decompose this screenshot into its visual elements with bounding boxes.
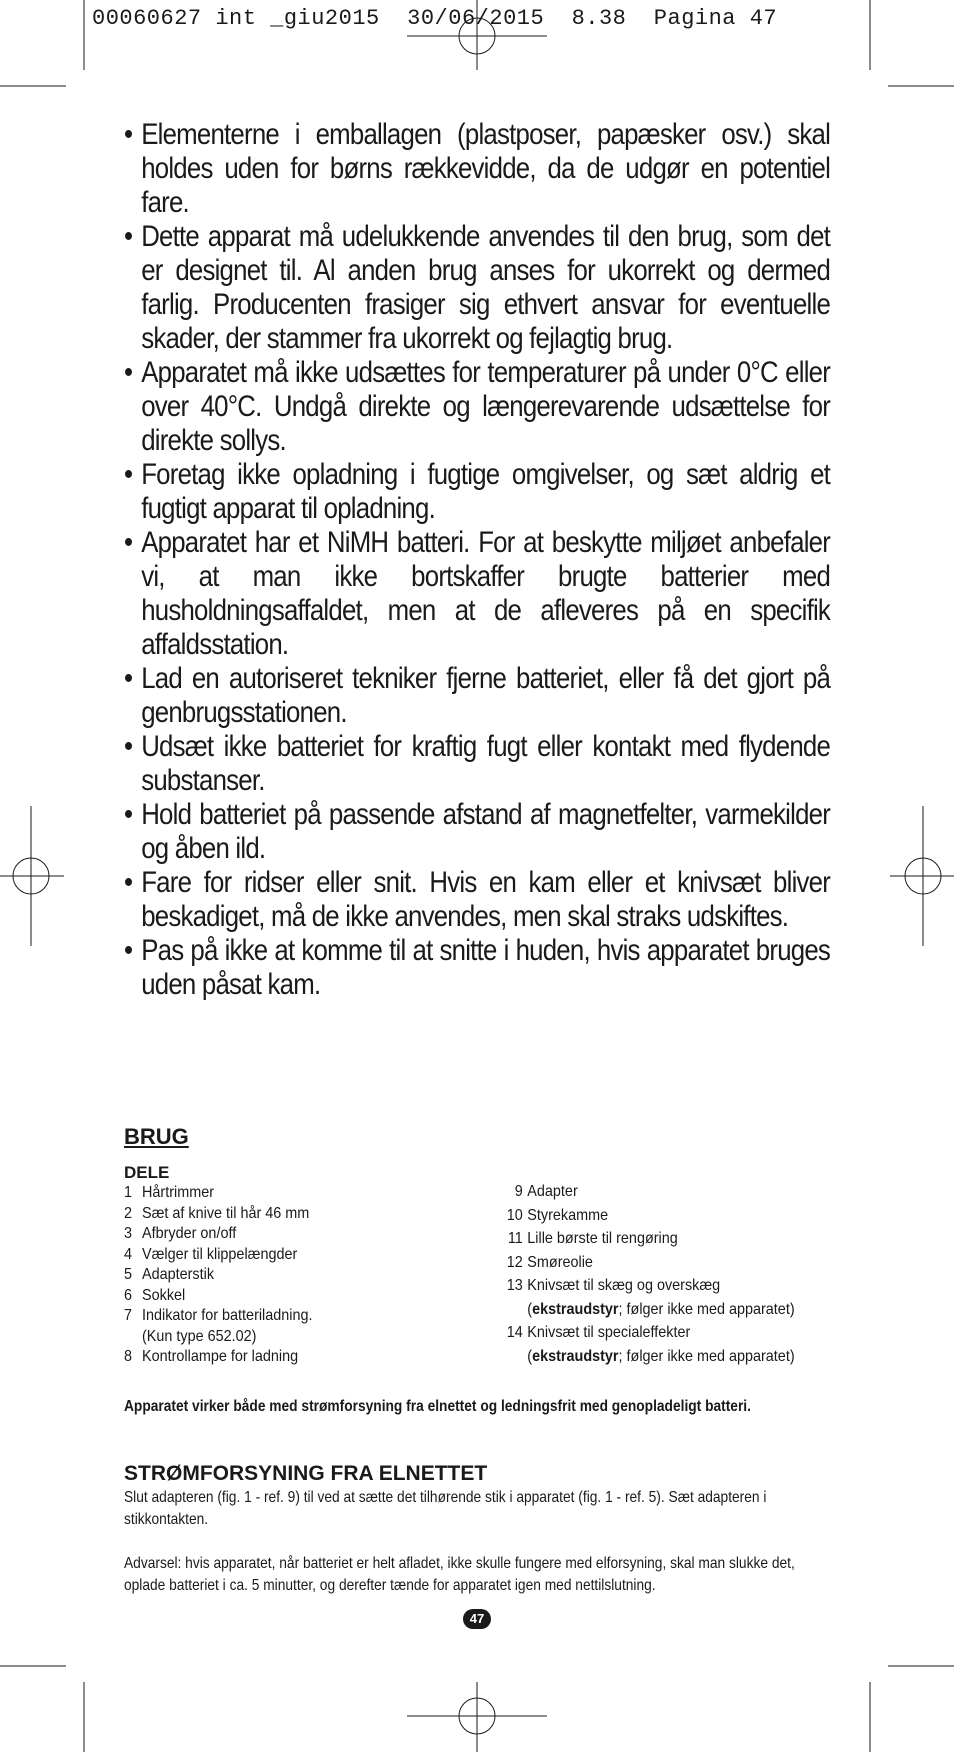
bullet-icon: • <box>124 458 133 491</box>
section-heading-stromforsyning: STRØMFORSYNING FRA ELNETTET <box>124 1462 488 1485</box>
section-heading-brug: BRUG <box>124 1124 189 1149</box>
list-item: 13 Knivsæt til skæg og overskæg <box>506 1277 721 1294</box>
accessory-note: (ekstraudstyr; følger ikke med apparatet) <box>527 1300 795 1318</box>
bullet-icon: • <box>124 356 133 389</box>
list-item: 11 Lille børste til rengøring <box>507 1230 678 1247</box>
page-number: 47 <box>463 1609 491 1629</box>
list-item: 4 Vælger til klippelængder <box>124 1245 298 1263</box>
bullet-icon: • <box>124 220 133 253</box>
list-item: (Kun type 652.02) <box>142 1327 257 1345</box>
bullet-icon: • <box>124 118 133 151</box>
list-item: • Dette apparat må udelukkende anvendes til den brug, som det er designet til. Al anden brug anses for ukorrekt og dermed farlig. Producenten frasiger sig ethvert ansvar for eventuelle skader, der stammer fra ukorrekt og fejlagtig brug. <box>124 220 831 355</box>
accessory-note: (ekstraudstyr; følger ikke med apparatet) <box>527 1347 795 1365</box>
list-item: • Apparatet må ikke udsættes for temperaturer på under 0°C eller over 40°C. Undgå direkte og længerevarende udsættelse for direkte sollys. <box>124 356 831 457</box>
power-statement: Apparatet virker både med strømforsyning fra elnettet og ledningsfrit med genopladeligt batteri. <box>124 1398 751 1415</box>
list-item: 5 Adapterstik <box>124 1266 215 1283</box>
bullet-icon: • <box>124 730 133 763</box>
bullet-icon: • <box>124 866 133 899</box>
list-item: 2 Sæt af knive til hår 46 mm <box>124 1204 310 1222</box>
subheading-dele: DELE <box>124 1163 170 1182</box>
list-item: • Hold batteriet på passende afstand af magnetfelter, varmekilder og åben ild. <box>124 798 831 865</box>
list-item: 3 Afbryder on/off <box>124 1225 237 1242</box>
list-item: 7 Indikator for batteriladning. <box>124 1307 313 1324</box>
bullet-icon: • <box>124 798 133 831</box>
paragraph-warning: Advarsel: hvis apparatet, når batteriet er helt afladet, ikke skulle fungere med elforsyning, skal man slukke det, oplade batteriet i ca. 5 minutter, og derefter tænde for apparatet igen med nettilslutning. <box>124 1555 795 1594</box>
list-item: • Fare for ridser eller snit. Hvis en kam eller et knivsæt bliver beskadiget, må de ikke anvendes, men skal straks udskiftes. <box>124 866 831 933</box>
list-item: • Udsæt ikke batteriet for kraftig fugt eller kontakt med flydende substanser. <box>124 730 831 797</box>
bullet-icon: • <box>124 934 133 967</box>
list-item: • Apparatet har et NiMH batteri. For at beskytte miljøet anbefaler vi, at man ikke bortskaffer brugte batterier med husholdningsaffaldet, men at de afleveres på en specifik affaldsstation. <box>124 526 831 661</box>
bullet-icon: • <box>124 526 133 559</box>
list-item: 10 Styrekamme <box>506 1206 609 1224</box>
list-item: 14 Knivsæt til specialeffekter <box>506 1324 691 1341</box>
list-item: 6 Sokkel <box>124 1286 186 1304</box>
list-item: 8 Kontrollampe for ladning <box>124 1348 299 1365</box>
list-item: • Pas på ikke at komme til at snitte i huden, hvis apparatet bruges uden påsat kam. <box>124 934 831 1001</box>
bullet-icon: • <box>124 662 133 695</box>
safety-bullet-list <box>124 118 830 1002</box>
list-item: 12 Smøreolie <box>506 1253 593 1271</box>
print-slug: 00060627 int _giu2015 30/06/2015 8.38 Pagina 47 <box>92 6 778 31</box>
list-item: • Foretag ikke opladning i fugtige omgivelser, og sæt aldrig et fugtigt apparat til opladning. <box>124 458 831 525</box>
parts-list-right <box>503 1180 863 1368</box>
list-item: 9 Adapter <box>514 1183 578 1200</box>
list-item: • Elementerne i emballagen (plastposer, papæsker osv.) skal holdes uden for børns rækkevidde, da de udgør en potentiel fare. <box>124 118 831 219</box>
parts-list-left <box>124 1183 484 1368</box>
list-item: 1 Hårtrimmer <box>124 1184 214 1201</box>
paragraph-adapter: Slut adapteren (fig. 1 - ref. 9) til ved at sætte det tilhørende stik i apparatet (fig. 1 - ref. 5). Sæt adapteren i stikkontakten. <box>124 1489 767 1528</box>
list-item: • Lad en autoriseret tekniker fjerne batteriet, eller få det gjort på genbrugsstationen. <box>124 662 831 729</box>
